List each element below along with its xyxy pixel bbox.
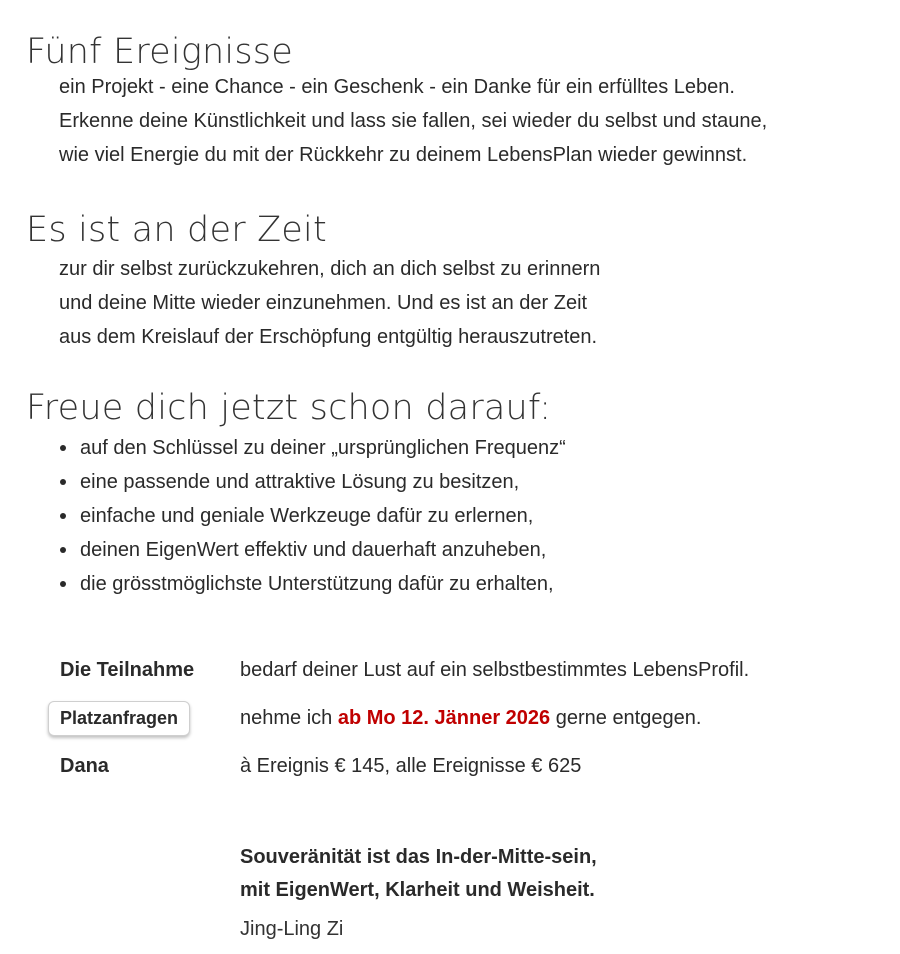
paragraph-line: zur dir selbst zurückzukehren, dich an dich selbst zu erinnern bbox=[59, 258, 601, 280]
quote-author: Jing-Ling Zi bbox=[240, 918, 344, 940]
bullet-icon bbox=[60, 479, 66, 485]
heading-freue-dich: Freue dich jetzt schon darauf: bbox=[26, 388, 552, 428]
list-item-text: einfache und geniale Werkzeuge dafür zu erlernen, bbox=[80, 505, 534, 527]
teilnahme-row bbox=[48, 653, 890, 687]
anfrage-date-highlight: ab Mo 12. Jänner 2026 bbox=[337, 706, 551, 729]
heading-fuenf-ereignisse: Fünf Ereignisse bbox=[26, 32, 293, 72]
paragraph-line: aus dem Kreislauf der Erschöpfung entgültig herauszutreten. bbox=[59, 326, 598, 348]
bullet-icon bbox=[60, 547, 66, 553]
dana-row bbox=[48, 749, 890, 783]
anfrage-row bbox=[48, 701, 890, 735]
dana-label: Dana bbox=[60, 754, 109, 777]
paragraph-line: wie viel Energie du mit der Rückkehr zu deinem LebensPlan wieder gewinnst. bbox=[59, 144, 748, 166]
list-item bbox=[60, 499, 890, 533]
list-item-text: auf den Schlüssel zu deiner „ursprünglichen Frequenz“ bbox=[80, 437, 566, 459]
list-item-text: deinen EigenWert effektiv und dauerhaft anzuheben, bbox=[80, 539, 547, 561]
paragraph-line: Erkenne deine Künstlichkeit und lass sie fallen, sei wieder du selbst und staune, bbox=[59, 110, 768, 132]
bullet-icon bbox=[60, 513, 66, 519]
section-fuenf-ereignisse bbox=[26, 33, 890, 172]
zeit-paragraph bbox=[26, 252, 890, 354]
list-item-text: die grösstmöglichste Unterstützung dafür zu erhalten, bbox=[80, 573, 554, 595]
teilnahme-value: bedarf deiner Lust auf ein selbstbestimmtes LebensProfil. bbox=[240, 658, 750, 681]
paragraph-line: und deine Mitte wieder einzunehmen. Und es ist an der Zeit bbox=[59, 292, 588, 314]
dana-value: à Ereignis € 145, alle Ereignisse € 625 bbox=[240, 754, 582, 777]
quote-block bbox=[240, 841, 890, 946]
list-item bbox=[60, 431, 890, 465]
teilnahme-label: Die Teilnahme bbox=[60, 658, 195, 681]
benefits-list bbox=[26, 431, 890, 601]
list-item bbox=[60, 567, 890, 601]
list-item bbox=[60, 465, 890, 499]
section-freue-dich bbox=[26, 389, 890, 601]
anfrage-button-cell bbox=[48, 701, 240, 736]
bullet-icon bbox=[60, 445, 66, 451]
platzanfragen-button[interactable]: Platzanfragen bbox=[48, 701, 190, 736]
section-es-ist-an-der-zeit bbox=[26, 211, 890, 354]
quote-line: mit EigenWert, Klarheit und Weisheit. bbox=[240, 879, 595, 901]
bullet-icon bbox=[60, 581, 66, 587]
list-item-text: eine passende und attraktive Lösung zu besitzen, bbox=[80, 471, 520, 493]
anfrage-value-before: nehme ich bbox=[240, 706, 338, 729]
intro-paragraph bbox=[26, 70, 890, 172]
quote-line: Souveränität ist das In-der-Mitte-sein, bbox=[240, 846, 597, 868]
paragraph-line: ein Projekt - eine Chance - ein Geschenk - ein Danke für ein erfülltes Leben. bbox=[59, 76, 735, 98]
list-item bbox=[60, 533, 890, 567]
heading-es-ist-an-der-zeit: Es ist an der Zeit bbox=[26, 210, 327, 250]
anfrage-value bbox=[240, 707, 701, 730]
anfrage-value-after: gerne entgegen. bbox=[550, 706, 702, 729]
